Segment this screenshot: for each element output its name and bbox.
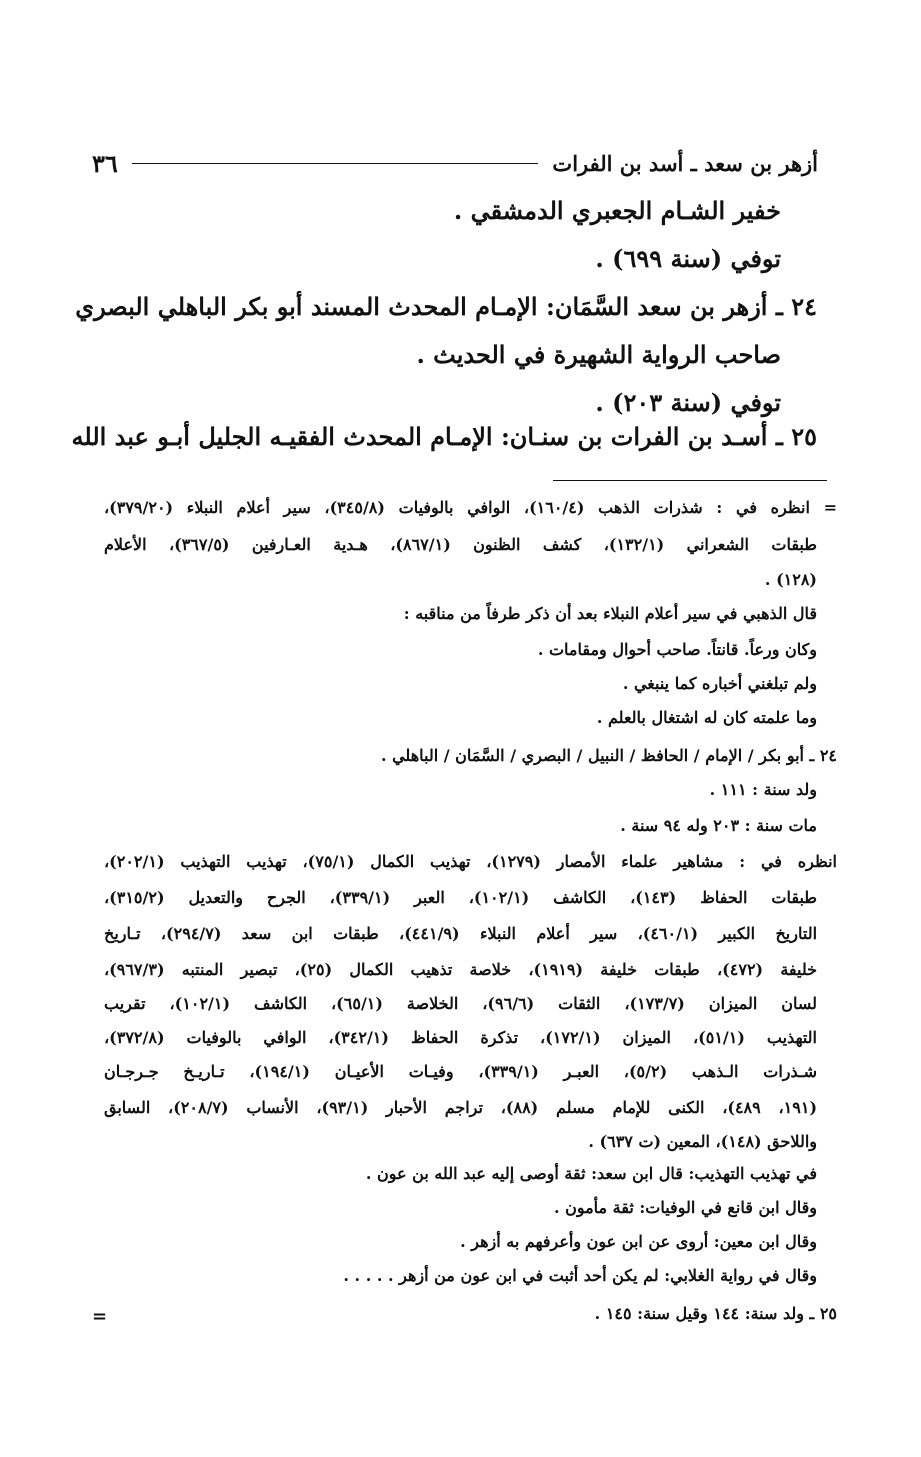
main-line: توفي (سنة ٦٩٩) . [595,244,781,273]
continuation-mark: = [92,1306,108,1327]
footnote-line: وقال ابن معين: أروى عن ابن عون وأعرفهم به أزهر . [460,1232,817,1251]
footnote-line: التاريخ الكبير (٤٦٠/١)، سير أعلام النبلاء (٤٤١/٩)، طبقات ابن سعد (٢٩٤/٧)، تـاريخ [104,924,818,943]
footnote-line: وقال ابن قانع في الوفيات: ثقة مأمون . [553,1198,817,1217]
footnote-line: طبقات الشعراني (١٣٢/١)، كشف الظنون (٨٦٧/١)، هـدية العـارفين (٣٦٧/٥)، الأعلام [104,535,817,554]
main-line: توفي (سنة ٢٠٣) . [595,388,781,417]
footnote-line: ولد سنة : ١١١ . [709,780,817,799]
footnote-line: وما علمته كان له اشتغال بالعلم . [596,708,817,727]
footnote-line: مات سنة : ٢٠٣ وله ٩٤ سنة . [620,816,817,835]
footnote-line: وقال في رواية الغلابي: لم يكن أحد أثبت في ابن عون من أزهر . . . . . [343,1266,817,1285]
running-header [92,148,818,178]
footnote-line: ولم تبلغني أخباره كما ينبغي . [622,674,817,693]
entry-24-heading: ٢٤ ـ أزهر بن سعد السَّمَان: الإمـام المحدث المسند أبو بكر الباهلي البصري [75,292,817,321]
header-rule [132,163,539,164]
main-line: خفير الشـام الجعبري الدمشقي . [453,196,781,225]
footnote-line: ٢٤ ـ أبو بكر / الإمام / الحافظ / النبيل / البصري / السَّمَان / الباهلي . [380,746,837,765]
footnote-line: وكان ورعاً. قانتاً. صاحب أحوال ومقامات . [537,640,817,659]
main-line: صاحب الرواية الشهيرة في الحديث . [416,340,781,369]
footnote-line: التهذيب (٥١/١)، الميزان (١٧٢/١)، تذكرة الحفاظ (٣٤٢/١)، الوافي بالوفيات (٣٧٢/٨)، [104,1028,817,1047]
footnote-line: (١٢٨) . [764,570,817,589]
footnote-line: انظره في : مشاهير علماء الأمصار (١٢٧٩)، تهذيب الكمال (٧٥/١)، تهذيب التهذيب (٢٠٢/١)، [104,852,837,871]
footnote-line: طبقات الحفاظ (١٤٣)، الكاشف (١٠٢/١)، العبر (٣٣٩/١)، الجرح والتعديل (٣١٥/٢)، [104,888,818,907]
header-title: أزهر بن سعد ـ أسد بن الفرات [552,150,818,176]
footnote-line: شـذرات الـذهب (٥/٢)، العبـر (٣٣٩/١)، وفيـات الأعيـان (١٩٤/١)، تـاريـخ جـرجـان [104,1062,817,1081]
footnote-line: في تهذيب التهذيب: قال ابن سعد: ثقة أوصى إليه عبد الله بن عون . [365,1164,817,1183]
footnote-line: ٢٥ ـ ولد سنة: ١٤٤ وقيل سنة: ١٤٥ . [594,1304,837,1323]
page-number: ٣٦ [92,148,118,178]
footnote-line: (١٩١، ٤٨٩)، الكنى للإمام مسلم (٨٨)، تراجم الأحبار (٩٣/١)، الأنساب (٢٠٨/٧)، السابق [104,1098,818,1117]
footnote-line: خليفة (٤٧٢)، طبقات خليفة (١٩١٩)، خلاصة تذهيب الكمال (٢٥)، تبصير المنتبه (٩٦٧/٣)، [104,960,818,979]
footnote-line: قال الذهبي في سير أعلام النبلاء بعد أن ذكر طرفاً من مناقبه : [403,604,817,623]
footnote-separator [553,480,827,481]
footnote-line: واللاحق (١٤٨)، المعين (ت ٦٣٧) . [588,1132,817,1151]
footnote-line: = انظره في : شذرات الذهب (١٦٠/٤)، الوافي بالوفيات (٣٤٥/٨)، سير أعلام النبلاء (٣٧٩/٢٠)، [104,498,837,517]
entry-25-heading: ٢٥ ـ أسـد بن الفرات بن سنـان: الإمـام المحدث الفقيـه الجليل أبـو عبد الله [71,422,817,451]
footnote-line: لسان الميزان (١٧٣/٧)، الثقات (٩٦/٦)، الخلاصة (٦٥/١)، الكاشف (١٠٢/١)، تقريب [104,994,818,1013]
